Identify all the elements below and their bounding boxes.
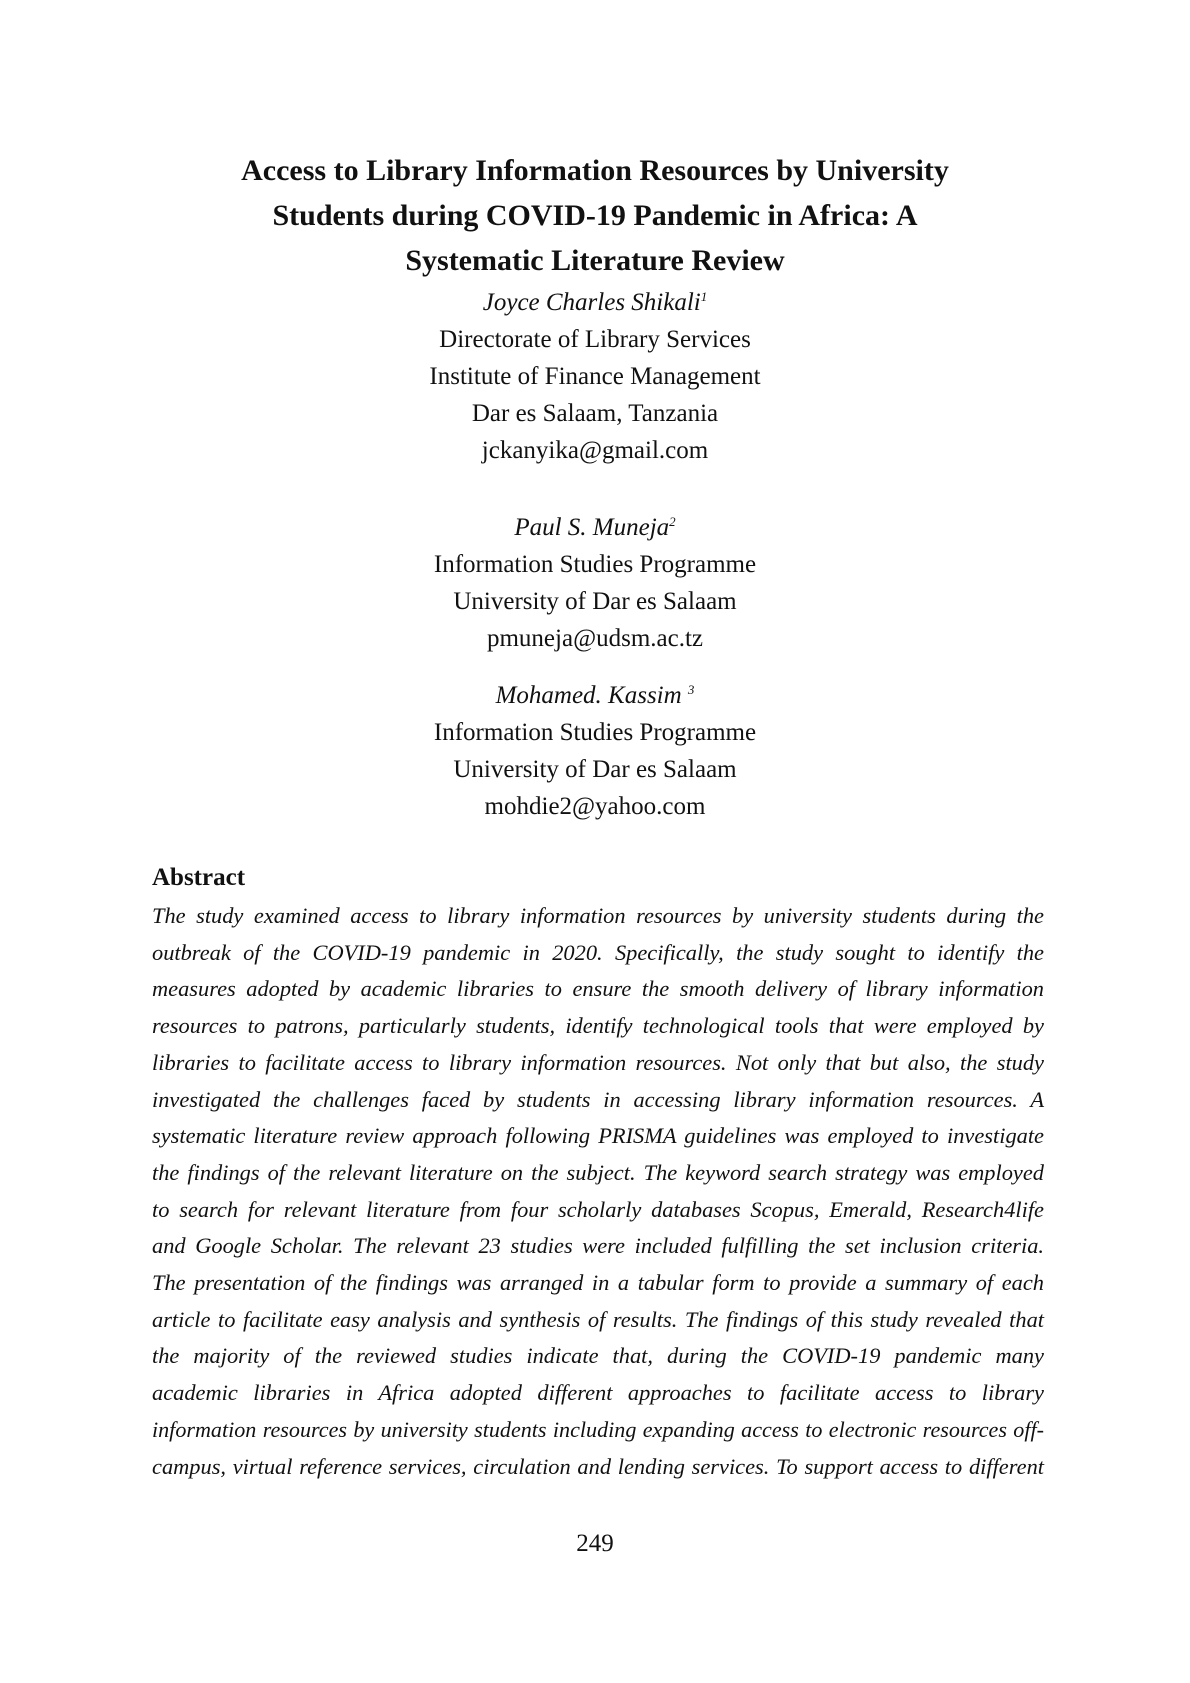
author-block-3 <box>295 677 895 825</box>
abstract-line: measures adopted by academic libraries to ensure the smooth delivery of library information <box>152 976 1044 1002</box>
abstract-line: The study examined access to library information resources by university students during the <box>152 903 1044 928</box>
author-block-1 <box>295 284 895 469</box>
abstract-body <box>152 898 1044 1485</box>
abstract-line: The presentation of the findings was arranged in a tabular form to provide a summary of each <box>152 1270 1044 1296</box>
title-line: Students during COVID-19 Pandemic in Africa: A <box>272 199 918 232</box>
author-affiliation: Dar es Salaam, Tanzania <box>471 400 719 427</box>
author-affiliation: University of Dar es Salaam <box>453 588 737 615</box>
abstract-line: the findings of the relevant literature on the subject. The keyword search strategy was employed <box>152 1159 1044 1185</box>
abstract-line: resources to patrons, particularly students, identify technological tools that were employed by <box>152 1013 1044 1039</box>
abstract-line: article to facilitate easy analysis and synthesis of results. The findings of this study revealed that <box>152 1306 1044 1332</box>
abstract-line: and Google Scholar. The relevant 23 studies were included fulfilling the set inclusion criteria. <box>152 1233 1044 1259</box>
abstract-line: information resources by university students including expanding access to electronic resources off- <box>152 1416 1044 1442</box>
abstract-line: systematic literature review approach following PRISMA guidelines was employed to investigate <box>152 1123 1044 1149</box>
abstract-heading: Abstract <box>152 864 246 891</box>
author-footnote-marker: 1 <box>700 289 708 304</box>
abstract-line: to search for relevant literature from four scholarly databases Scopus, Emerald, Research4life <box>152 1196 1044 1222</box>
author-name: Mohamed. Kassim $^3$ <box>495 682 695 709</box>
author-affiliation: University of Dar es Salaam <box>453 756 737 783</box>
abstract-line: outbreak of the COVID-19 pandemic in 2020. Specifically, the study sought to identify the <box>152 939 1044 965</box>
author-footnote-marker: 3 <box>687 682 695 697</box>
author-affiliation: Directorate of Library Services <box>439 326 751 353</box>
author-email: jckanyika@gmail.com <box>481 437 709 464</box>
author-name: Paul S. Muneja$^2$ <box>514 514 676 541</box>
author-block-2 <box>295 509 895 657</box>
author-affiliation: Information Studies Programme <box>433 719 757 746</box>
abstract-line: the majority of the reviewed studies indicate that, during the COVID-19 pandemic many <box>152 1343 1044 1369</box>
abstract-line: investigated the challenges faced by students in accessing library information resources. A <box>152 1086 1044 1112</box>
title-line: Access to Library Information Resources by University <box>241 154 949 187</box>
abstract-line: libraries to facilitate access to library information resources. Not only that but also, the study <box>152 1049 1044 1075</box>
page-number: 249 <box>576 1530 614 1557</box>
abstract-line: academic libraries in Africa adopted different approaches to facilitate access to library <box>152 1380 1044 1406</box>
author-name: Joyce Charles Shikali$^1$ <box>482 289 708 316</box>
paper-title <box>150 148 1040 283</box>
author-email: mohdie2@yahoo.com <box>484 793 706 820</box>
title-line: Systematic Literature Review <box>405 244 785 277</box>
author-affiliation: Institute of Finance Management <box>429 363 761 390</box>
author-footnote-marker: 2 <box>669 514 676 529</box>
author-affiliation: Information Studies Programme <box>433 551 757 578</box>
author-email: pmuneja@udsm.ac.tz <box>486 625 703 652</box>
abstract-line: campus, virtual reference services, circulation and lending services. To support access to different <box>152 1453 1044 1479</box>
